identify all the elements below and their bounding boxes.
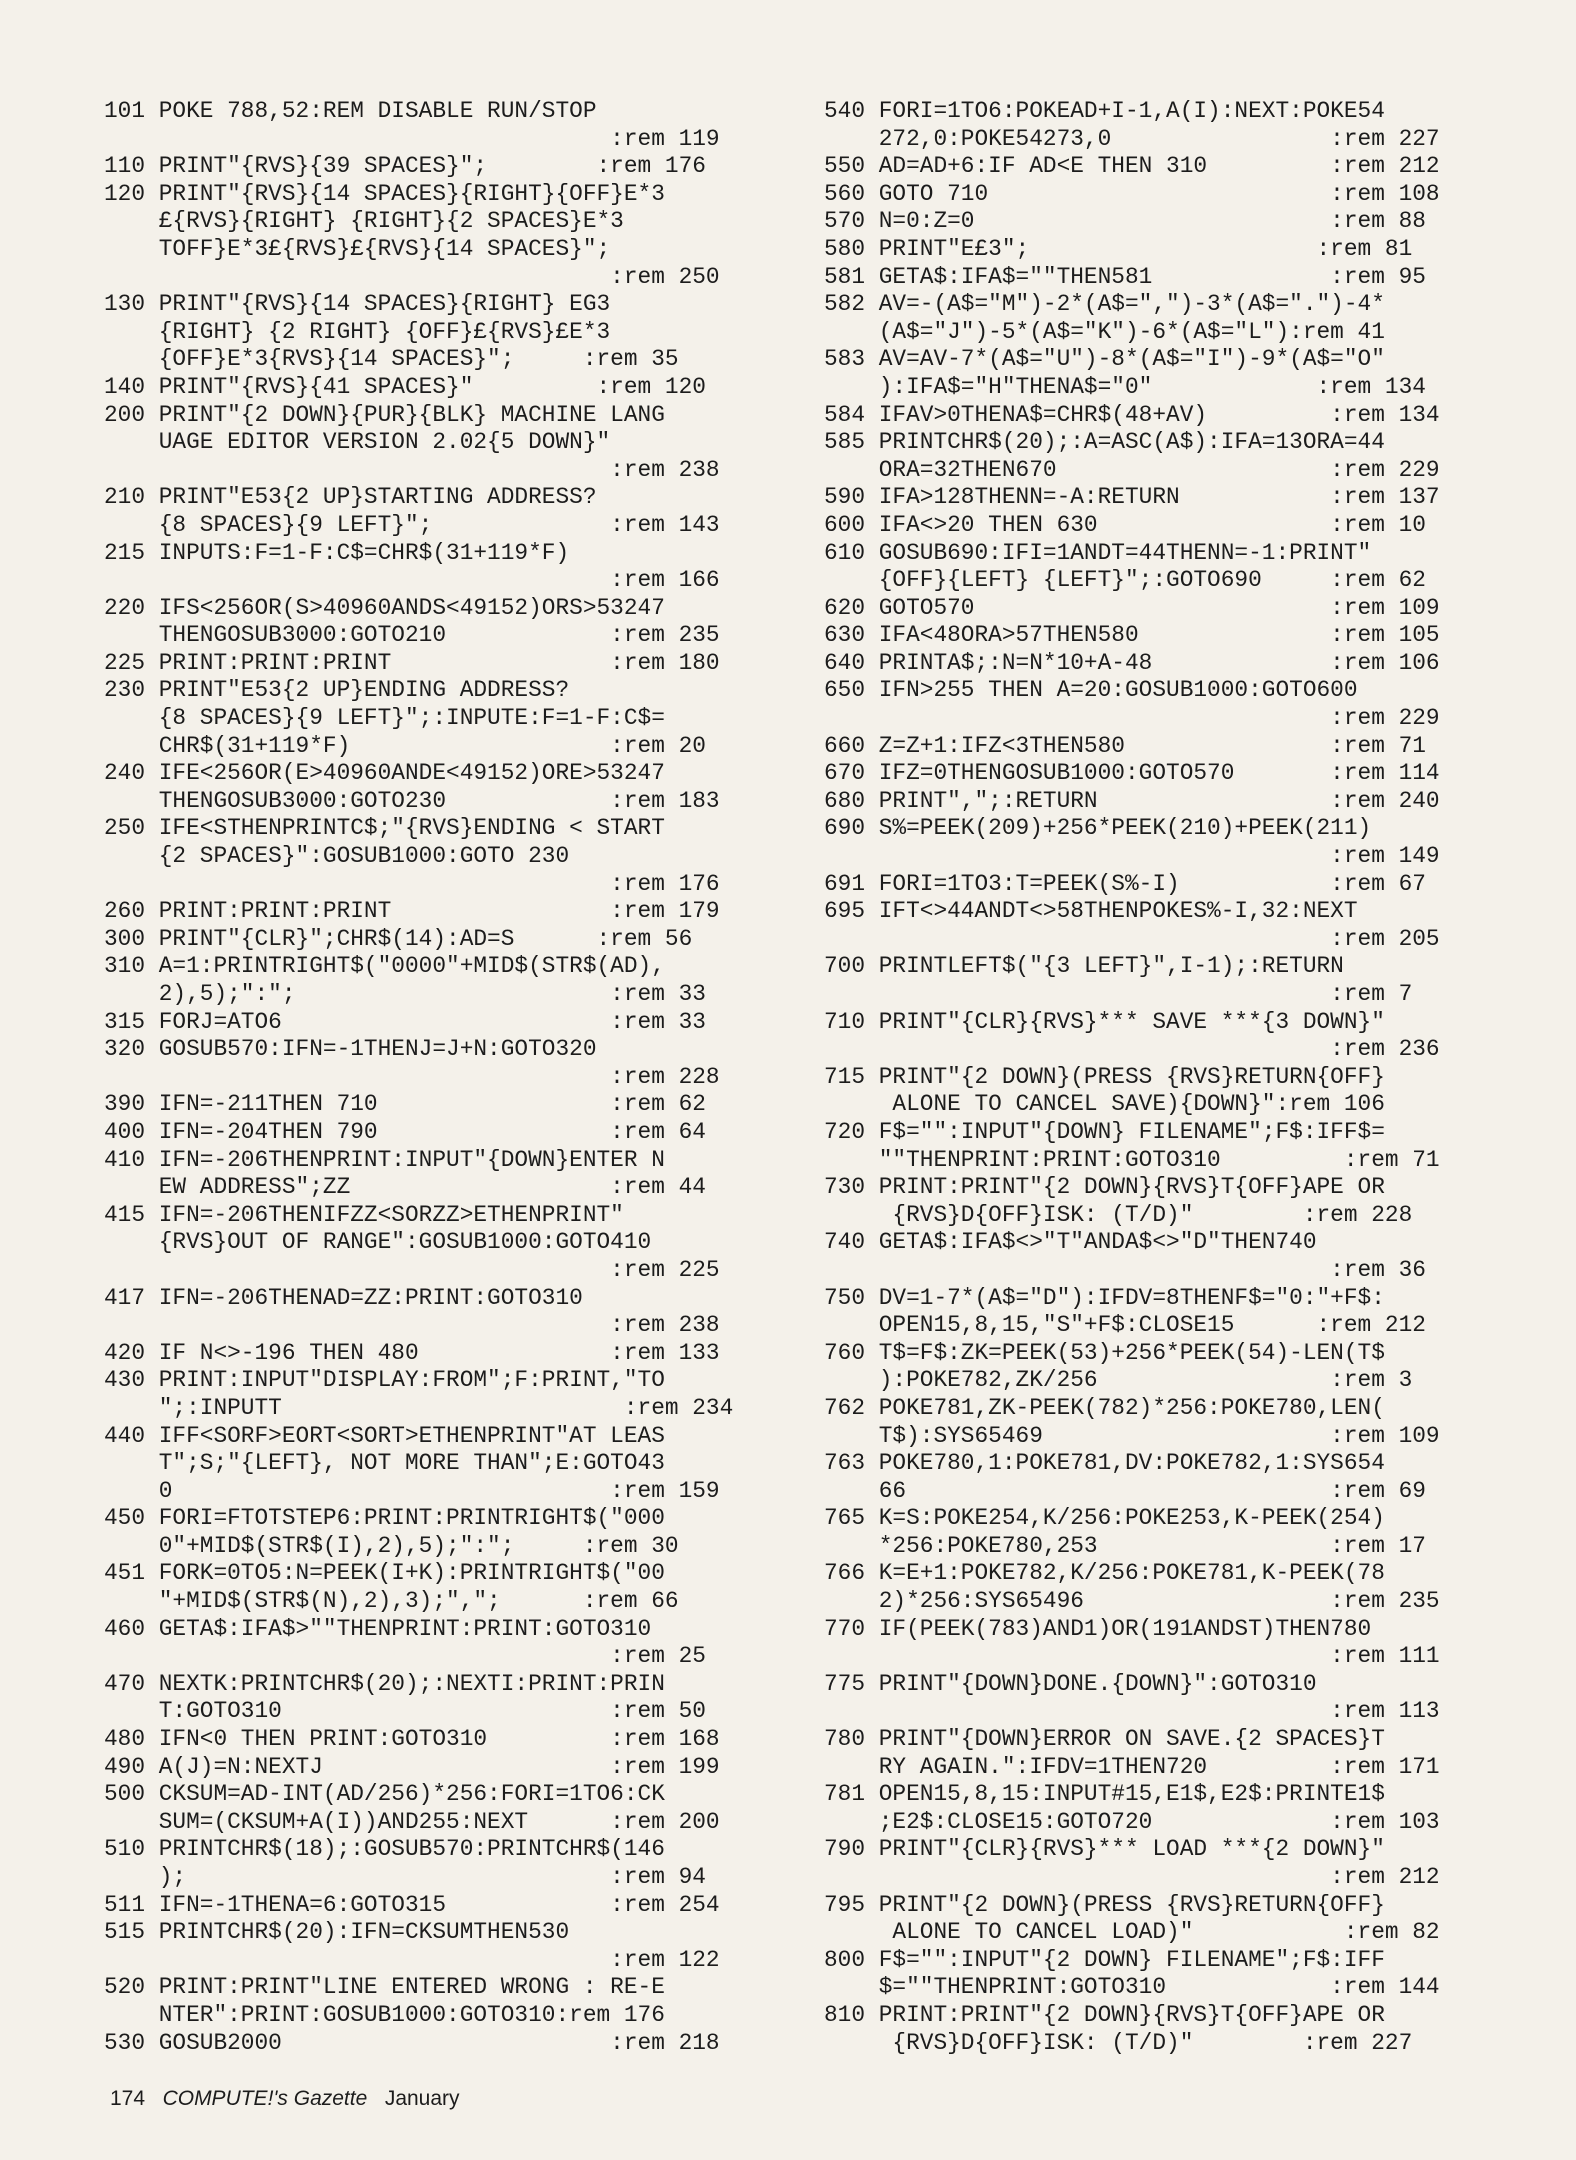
code-line: 765 K=S:POKE254,K/256:POKE253,K-PEEK(254) <box>824 1505 1385 1532</box>
code-line: 490 A(J)=N:NEXTJ :rem 199 <box>104 1753 720 1780</box>
code-line: $=""THENPRINT:GOTO310 :rem 144 <box>824 1974 1440 2001</box>
code-line: 650 IFN>255 THEN A=20:GOSUB1000:GOTO600 <box>824 677 1358 704</box>
code-line: {8 SPACES}{9 LEFT}"; :rem 143 <box>104 511 720 538</box>
code-line: UAGE EDITOR VERSION 2.02{5 DOWN}" <box>104 429 611 456</box>
code-line: T$):SYS65469 :rem 109 <box>824 1422 1440 1449</box>
code-line: :rem 250 <box>104 263 720 290</box>
code-line: 620 GOTO570 :rem 109 <box>824 594 1440 621</box>
code-line: 720 F$="":INPUT"{DOWN} FILENAME";F$:IFF$= <box>824 1118 1385 1145</box>
code-line: CHR$(31+119*F) :rem 20 <box>104 732 706 759</box>
code-line: 583 AV=AV-7*(A$="U")-8*(A$="I")-9*(A$="O" <box>824 346 1385 373</box>
code-line: 763 POKE780,1:POKE781,DV:POKE782,1:SYS654 <box>824 1450 1385 1477</box>
code-line: 315 FORJ=ATO6 :rem 33 <box>104 1008 706 1035</box>
code-line: 670 IFZ=0THENGOSUB1000:GOTO570 :rem 114 <box>824 760 1440 787</box>
code-line: :rem 238 <box>104 456 720 483</box>
code-line: *256:POKE780,253 :rem 17 <box>824 1532 1426 1559</box>
code-line: :rem 236 <box>824 1036 1440 1063</box>
code-line: ):IFA$="H"THENA$="0" :rem 134 <box>824 373 1426 400</box>
code-line: 570 N=0:Z=0 :rem 88 <box>824 208 1426 235</box>
code-line: :rem 36 <box>824 1256 1426 1283</box>
code-line: 225 PRINT:PRINT:PRINT :rem 180 <box>104 649 720 676</box>
code-line: (A$="J")-5*(A$="K")-6*(A$="L"):rem 41 <box>824 318 1385 345</box>
code-line: {OFF}{LEFT} {LEFT}";:GOTO690 :rem 62 <box>824 567 1426 594</box>
code-line: 775 PRINT"{DOWN}DONE.{DOWN}":GOTO310 <box>824 1670 1317 1697</box>
code-line: 781 OPEN15,8,15:INPUT#15,E1$,E2$:PRINTE1$ <box>824 1781 1385 1808</box>
code-line: :rem 166 <box>104 567 720 594</box>
code-line: 695 IFT<>44ANDT<>58THENPOKES%-I,32:NEXT <box>824 898 1358 925</box>
code-line: 690 S%=PEEK(209)+256*PEEK(210)+PEEK(211) <box>824 815 1372 842</box>
code-line: 580 PRINT"E£3"; :rem 81 <box>824 235 1413 262</box>
code-line: 511 IFN=-1THENA=6:GOTO315 :rem 254 <box>104 1891 720 1918</box>
code-line: {RVS}D{OFF}ISK: (T/D)" :rem 228 <box>824 1201 1413 1228</box>
code-line: 400 IFN=-204THEN 790 :rem 64 <box>104 1118 706 1145</box>
code-line: ):POKE782,ZK/256 :rem 3 <box>824 1367 1413 1394</box>
code-line: 140 PRINT"{RVS}{41 SPACES}" :rem 120 <box>104 373 706 400</box>
code-line: 272,0:POKE54273,0 :rem 227 <box>824 125 1440 152</box>
code-line: 766 K=E+1:POKE782,K/256:POKE781,K-PEEK(78 <box>824 1560 1385 1587</box>
code-line: :rem 25 <box>104 1643 706 1670</box>
code-line: 780 PRINT"{DOWN}ERROR ON SAVE.{2 SPACES}T <box>824 1726 1385 1753</box>
code-line: 66 :rem 69 <box>824 1477 1426 1504</box>
code-line: 660 Z=Z+1:IFZ<3THEN580 :rem 71 <box>824 732 1426 759</box>
code-line: NTER":PRINT:GOSUB1000:GOTO310:rem 176 <box>104 2001 665 2028</box>
code-line: 710 PRINT"{CLR}{RVS}*** SAVE ***{3 DOWN}" <box>824 1008 1385 1035</box>
code-line: 480 IFN<0 THEN PRINT:GOTO310 :rem 168 <box>104 1726 720 1753</box>
code-line: THENGOSUB3000:GOTO230 :rem 183 <box>104 787 720 814</box>
code-line: 460 GETA$:IFA$>""THENPRINT:PRINT:GOTO310 <box>104 1615 652 1642</box>
code-line: THENGOSUB3000:GOTO210 :rem 235 <box>104 622 720 649</box>
code-line: 430 PRINT:INPUT"DISPLAY:FROM";F:PRINT,"TO <box>104 1367 665 1394</box>
code-line: 0 :rem 159 <box>104 1477 720 1504</box>
code-line: 417 IFN=-206THENAD=ZZ:PRINT:GOTO310 <box>104 1284 583 1311</box>
code-line: 640 PRINTA$;:N=N*10+A-48 :rem 106 <box>824 649 1440 676</box>
code-line: 770 IF(PEEK(783)AND1)OR(191ANDST)THEN780 <box>824 1615 1372 1642</box>
code-line: 600 IFA<>20 THEN 630 :rem 10 <box>824 511 1426 538</box>
code-line: 760 T$=F$:ZK=PEEK(53)+256*PEEK(54)-LEN(T$ <box>824 1339 1385 1366</box>
code-line: {RVS}OUT OF RANGE":GOSUB1000:GOTO410 <box>104 1229 652 1256</box>
code-line: 415 IFN=-206THENIFZZ<SORZZ>ETHENPRINT" <box>104 1201 624 1228</box>
code-line: 130 PRINT"{RVS}{14 SPACES}{RIGHT} EG3 <box>104 291 611 318</box>
code-line: 310 A=1:PRINTRIGHT$("0000"+MID$(STR$(AD), <box>104 953 665 980</box>
code-line: 2),5);":"; :rem 33 <box>104 981 706 1007</box>
code-line: :rem 205 <box>824 925 1440 952</box>
issue-month: January <box>384 2087 460 2110</box>
code-line: 581 GETA$:IFA$=""THEN581 :rem 95 <box>824 263 1426 290</box>
code-line: 215 INPUTS:F=1-F:C$=CHR$(31+119*F) <box>104 539 570 566</box>
code-line: 560 GOTO 710 :rem 108 <box>824 180 1440 207</box>
code-line: TOFF}E*3£{RVS}£{RVS}{14 SPACES}"; <box>104 235 611 262</box>
code-line: 691 FORI=1TO3:T=PEEK(S%-I) :rem 67 <box>824 870 1426 897</box>
code-line: 750 DV=1-7*(A$="D"):IFDV=8THENF$="0:"+F$: <box>824 1284 1385 1311</box>
code-line: 515 PRINTCHR$(20):IFN=CKSUMTHEN530 <box>104 1919 570 1946</box>
code-line: 700 PRINTLEFT$("{3 LEFT}",I-1);:RETURN <box>824 953 1344 980</box>
code-line: :rem 7 <box>824 981 1413 1007</box>
page-footer <box>110 2087 460 2111</box>
code-line: 810 PRINT:PRINT"{2 DOWN}{RVS}T{OFF}APE OR <box>824 2001 1385 2028</box>
code-line: :rem 176 <box>104 870 720 897</box>
code-line: 680 PRINT",";:RETURN :rem 240 <box>824 787 1440 814</box>
code-line: 120 PRINT"{RVS}{14 SPACES}{RIGHT}{OFF}E*3 <box>104 180 665 207</box>
code-line: 520 PRINT:PRINT"LINE ENTERED WRONG : RE-E <box>104 1974 665 2001</box>
code-line: 220 IFS<256OR(S>40960ANDS<49152)ORS>53247 <box>104 594 665 621</box>
code-line: 450 FORI=FTOTSTEP6:PRINT:PRINTRIGHT$("000 <box>104 1505 665 1532</box>
code-line: 610 GOSUB690:IFI=1ANDT=44THENN=-1:PRINT" <box>824 539 1372 566</box>
code-line: T:GOTO310 :rem 50 <box>104 1698 706 1725</box>
code-line: :rem 119 <box>104 125 720 152</box>
code-line: ;E2$:CLOSE15:GOTO720 :rem 103 <box>824 1808 1440 1835</box>
code-line: 110 PRINT"{RVS}{39 SPACES}"; :rem 176 <box>104 153 706 180</box>
code-line: SUM=(CKSUM+A(I))AND255:NEXT :rem 200 <box>104 1808 720 1835</box>
code-line: 585 PRINTCHR$(20);:A=ASC(A$):IFA=13ORA=44 <box>824 429 1385 456</box>
magazine-name: COMPUTE!'s Gazette <box>162 2087 368 2110</box>
listing-column-right <box>824 98 1514 2057</box>
code-line: 200 PRINT"{2 DOWN}{PUR}{BLK} MACHINE LANG <box>104 401 665 428</box>
code-line: 510 PRINTCHR$(18);:GOSUB570:PRINTCHR$(146 <box>104 1836 665 1863</box>
code-line: 320 GOSUB570:IFN=-1THENJ=J+N:GOTO320 <box>104 1036 597 1063</box>
code-line: 260 PRINT:PRINT:PRINT :rem 179 <box>104 898 720 925</box>
code-line: 440 IFF<SORF>EORT<SORT>ETHENPRINT"AT LEAS <box>104 1422 665 1449</box>
code-line: 2)*256:SYS65496 :rem 235 <box>824 1588 1440 1615</box>
code-line: :rem 229 <box>824 705 1440 732</box>
code-line: :rem 238 <box>104 1312 720 1339</box>
code-line: 101 POKE 788,52:REM DISABLE RUN/STOP <box>104 98 597 124</box>
code-line: 410 IFN=-206THENPRINT:INPUT"{DOWN}ENTER N <box>104 1146 665 1173</box>
code-line: 230 PRINT"E53{2 UP}ENDING ADDRESS? <box>104 677 570 704</box>
code-line: 762 POKE781,ZK-PEEK(782)*256:POKE780,LEN( <box>824 1394 1385 1421</box>
code-line: :rem 122 <box>104 1946 720 1973</box>
code-line: ALONE TO CANCEL LOAD)" :rem 82 <box>824 1919 1440 1946</box>
code-line: :rem 225 <box>104 1256 720 1283</box>
code-line: RY AGAIN.":IFDV=1THEN720 :rem 171 <box>824 1753 1440 1780</box>
code-line: {8 SPACES}{9 LEFT}";:INPUTE:F=1-F:C$= <box>104 705 665 732</box>
code-line: 730 PRINT:PRINT"{2 DOWN}{RVS}T{OFF}APE OR <box>824 1174 1385 1201</box>
code-line: 584 IFAV>0THENA$=CHR$(48+AV) :rem 134 <box>824 401 1440 428</box>
code-line: 240 IFE<256OR(E>40960ANDE<49152)ORE>53247 <box>104 760 665 787</box>
code-line: 630 IFA<48ORA>57THEN580 :rem 105 <box>824 622 1440 649</box>
code-line: ORA=32THEN670 :rem 229 <box>824 456 1440 483</box>
code-line: £{RVS}{RIGHT} {RIGHT}{2 SPACES}E*3 <box>104 208 624 235</box>
code-line: ""THENPRINT:PRINT:GOTO310 :rem 71 <box>824 1146 1440 1173</box>
code-line: {RVS}D{OFF}ISK: (T/D)" :rem 227 <box>824 2029 1413 2056</box>
code-line: 800 F$="":INPUT"{2 DOWN} FILENAME";F$:IFF <box>824 1946 1385 1973</box>
code-line: OPEN15,8,15,"S"+F$:CLOSE15 :rem 212 <box>824 1312 1426 1339</box>
code-line: {RIGHT} {2 RIGHT} {OFF}£{RVS}£E*3 <box>104 318 611 345</box>
page-number: 174 <box>110 2087 146 2110</box>
code-line: :rem 212 <box>824 1864 1440 1890</box>
code-line: 590 IFA>128THENN=-A:RETURN :rem 137 <box>824 484 1440 511</box>
code-line: 420 IF N<>-196 THEN 480 :rem 133 <box>104 1339 720 1366</box>
code-line: :rem 149 <box>824 843 1440 870</box>
code-line: 451 FORK=0TO5:N=PEEK(I+K):PRINTRIGHT$("00 <box>104 1560 665 1587</box>
code-line: ); :rem 94 <box>104 1864 706 1890</box>
code-line: 250 IFE<STHENPRINTC$;"{RVS}ENDING < START <box>104 815 665 842</box>
code-line: {2 SPACES}":GOSUB1000:GOTO 230 <box>104 843 570 870</box>
code-line: {OFF}E*3{RVS}{14 SPACES}"; :rem 35 <box>104 346 679 373</box>
code-line: 470 NEXTK:PRINTCHR$(20);:NEXTI:PRINT:PRIN <box>104 1670 665 1697</box>
code-line: 390 IFN=-211THEN 710 :rem 62 <box>104 1091 706 1118</box>
code-line: 740 GETA$:IFA$<>"T"ANDA$<>"D"THEN740 <box>824 1229 1317 1256</box>
code-line: T";S;"{LEFT}, NOT MORE THAN";E:GOTO43 <box>104 1450 665 1477</box>
code-line: :rem 228 <box>104 1063 720 1090</box>
code-line: ALONE TO CANCEL SAVE){DOWN}":rem 106 <box>824 1091 1385 1118</box>
code-line: 550 AD=AD+6:IF AD<E THEN 310 :rem 212 <box>824 153 1440 180</box>
code-line: :rem 111 <box>824 1643 1440 1670</box>
code-line: 530 GOSUB2000 :rem 218 <box>104 2029 720 2056</box>
code-line: :rem 113 <box>824 1698 1440 1725</box>
code-line: ";:INPUTT :rem 234 <box>104 1394 734 1421</box>
code-line: 795 PRINT"{2 DOWN}(PRESS {RVS}RETURN{OFF} <box>824 1891 1385 1918</box>
code-line: 210 PRINT"E53{2 UP}STARTING ADDRESS? <box>104 484 597 511</box>
code-line: 790 PRINT"{CLR}{RVS}*** LOAD ***{2 DOWN}" <box>824 1836 1385 1863</box>
code-line: 582 AV=-(A$="M")-2*(A$=",")-3*(A$=".")-4* <box>824 291 1385 318</box>
code-line: 500 CKSUM=AD-INT(AD/256)*256:FORI=1TO6:CK <box>104 1781 665 1808</box>
listing-column-left <box>104 98 780 2057</box>
code-line: 300 PRINT"{CLR}";CHR$(14):AD=S :rem 56 <box>104 925 693 952</box>
code-line: 540 FORI=1TO6:POKEAD+I-1,A(I):NEXT:POKE54 <box>824 98 1385 124</box>
code-line: 715 PRINT"{2 DOWN}(PRESS {RVS}RETURN{OFF} <box>824 1063 1385 1090</box>
code-line: "+MID$(STR$(N),2),3);","; :rem 66 <box>104 1588 679 1615</box>
code-line: EW ADDRESS";ZZ :rem 44 <box>104 1174 706 1201</box>
code-line: 0"+MID$(STR$(I),2),5);":"; :rem 30 <box>104 1532 679 1559</box>
